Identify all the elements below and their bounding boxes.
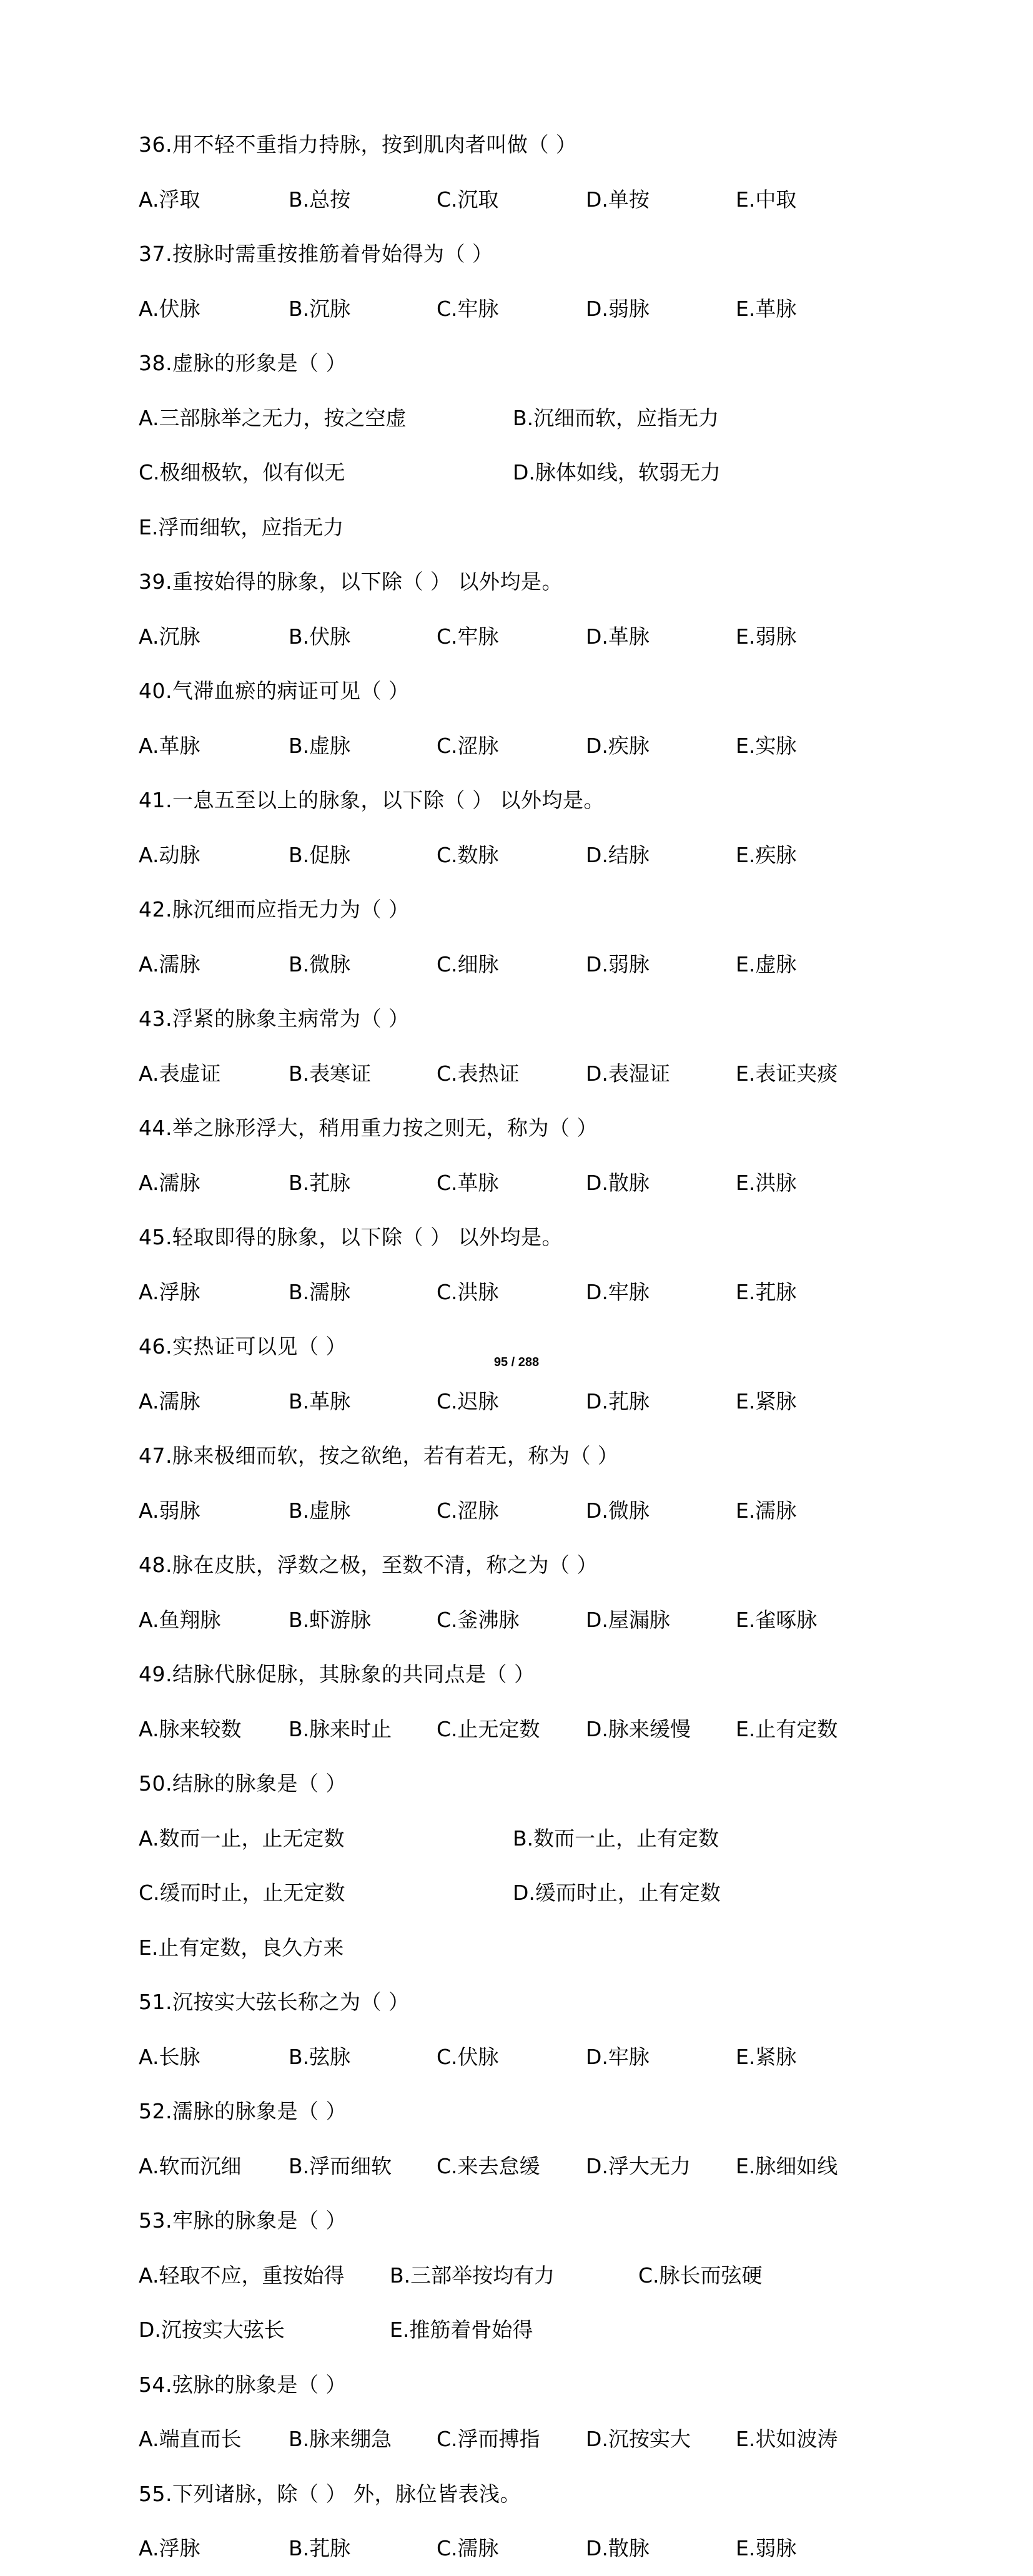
answer-option: A.沉脉 <box>139 624 200 649</box>
option-row <box>139 2412 913 2467</box>
answer-option: D.牢脉 <box>586 1279 650 1304</box>
answer-option: D.沉按实大弦长 <box>139 2318 285 2342</box>
answer-option: E.虚脉 <box>736 951 797 976</box>
answer-option: A.伏脉 <box>139 296 200 321</box>
answer-option: C.脉长而弦硬 <box>638 2263 763 2288</box>
question-text: 50.结脉的脉象是（ ） <box>139 1771 347 1796</box>
question-stem <box>139 773 913 828</box>
option-row <box>139 500 913 555</box>
answer-option: D.缓而时止，止有定数 <box>513 1880 721 1905</box>
option-row <box>139 2521 913 2576</box>
option-row <box>139 1374 913 1429</box>
answer-option: A.端直而长 <box>139 2427 242 2451</box>
question-stem <box>139 1647 913 1702</box>
option-row <box>139 1156 913 1211</box>
question-text: 42.脉沉细而应指无力为（ ） <box>139 897 410 922</box>
question-stem <box>139 2193 913 2248</box>
answer-option: C.止无定数 <box>437 1716 540 1741</box>
question-stem <box>139 664 913 719</box>
answer-option: C.濡脉 <box>437 2536 499 2560</box>
answer-option: D.脉来缓慢 <box>586 1716 691 1741</box>
question-text: 54.弦脉的脉象是（ ） <box>139 2372 347 2397</box>
answer-option: A.革脉 <box>139 733 200 758</box>
option-row <box>139 2303 913 2357</box>
answer-option: B.伏脉 <box>289 624 351 649</box>
question-text: 46.实热证可以见（ ） <box>139 1334 347 1359</box>
answer-option: D.屋漏脉 <box>586 1607 670 1632</box>
answer-option: A.浮取 <box>139 187 200 212</box>
answer-option: A.动脉 <box>139 842 200 867</box>
option-row <box>139 2139 913 2194</box>
answer-option: E.实脉 <box>736 733 797 758</box>
option-row <box>139 1483 913 1538</box>
answer-option: D.弱脉 <box>586 296 650 321</box>
option-row <box>139 2030 913 2085</box>
answer-option: D.疾脉 <box>586 733 650 758</box>
question-text: 48.脉在皮肤，浮数之极，至数不清，称之为（ ） <box>139 1553 598 1577</box>
question-text: 53.牢脉的脉象是（ ） <box>139 2208 347 2233</box>
answer-option: B.浮而细软 <box>289 2153 392 2178</box>
question-text: 43.浮紧的脉象主病常为（ ） <box>139 1006 410 1031</box>
question-stem <box>139 1756 913 1811</box>
answer-option: E.浮而细软，应指无力 <box>139 514 344 539</box>
answer-option: B.微脉 <box>289 951 351 976</box>
answer-option: E.表证夹痰 <box>736 1061 838 1086</box>
answer-option: B.虾游脉 <box>289 1607 372 1632</box>
answer-option: B.芤脉 <box>289 2536 351 2560</box>
question-stem <box>139 117 913 172</box>
option-row <box>139 1702 913 1757</box>
option-row <box>139 609 913 664</box>
option-row <box>139 1265 913 1320</box>
answer-option: B.表寒证 <box>289 1061 372 1086</box>
answer-option: E.紧脉 <box>736 2044 797 2069</box>
question-text: 44.举之脉形浮大，稍用重力按之则无，称为（ ） <box>139 1116 598 1140</box>
question-stem <box>139 2357 913 2412</box>
answer-option: A.浮脉 <box>139 2536 200 2560</box>
answer-option: C.浮而搏指 <box>437 2427 540 2451</box>
question-text: 40.气滞血瘀的病证可见（ ） <box>139 679 410 703</box>
answer-option: C.迟脉 <box>437 1389 499 1413</box>
answer-option: C.数脉 <box>437 842 499 867</box>
option-row <box>139 445 913 500</box>
question-stem <box>139 991 913 1046</box>
question-stem <box>139 227 913 282</box>
answer-option: C.革脉 <box>437 1170 499 1195</box>
answer-option: B.芤脉 <box>289 1170 351 1195</box>
question-list <box>139 117 913 2576</box>
option-row <box>139 172 913 227</box>
answer-option: E.弱脉 <box>736 2536 797 2560</box>
question-stem <box>139 1428 913 1483</box>
question-text: 38.虚脉的形象是（ ） <box>139 351 347 375</box>
option-row <box>139 719 913 774</box>
option-row <box>139 282 913 337</box>
answer-option: A.浮脉 <box>139 1279 200 1304</box>
answer-option: C.伏脉 <box>437 2044 499 2069</box>
answer-option: A.表虚证 <box>139 1061 221 1086</box>
question-text: 37.按脉时需重按推筋着骨始得为（ ） <box>139 242 493 266</box>
answer-option: B.促脉 <box>289 842 351 867</box>
answer-option: A.轻取不应，重按始得 <box>139 2263 345 2288</box>
answer-option: C.来去怠缓 <box>437 2153 540 2178</box>
question-stem <box>139 336 913 391</box>
answer-option: D.浮大无力 <box>586 2153 691 2178</box>
answer-option: D.脉体如线，软弱无力 <box>513 460 721 484</box>
answer-option: B.总按 <box>289 187 351 212</box>
answer-option: C.缓而时止，止无定数 <box>139 1880 345 1905</box>
answer-option: D.表湿证 <box>586 1061 670 1086</box>
answer-option: C.涩脉 <box>437 1498 499 1523</box>
answer-option: E.雀啄脉 <box>736 1607 818 1632</box>
answer-option: E.弱脉 <box>736 624 797 649</box>
question-text: 51.沉按实大弦长称之为（ ） <box>139 1990 410 2014</box>
option-row <box>139 828 913 883</box>
answer-option: B.数而一止，止有定数 <box>513 1826 719 1851</box>
answer-option: B.革脉 <box>289 1389 351 1413</box>
answer-option: B.虚脉 <box>289 1498 351 1523</box>
answer-option: D.单按 <box>586 187 650 212</box>
question-stem <box>139 882 913 937</box>
answer-option: E.疾脉 <box>736 842 797 867</box>
answer-option: C.釜沸脉 <box>437 1607 520 1632</box>
question-text: 45.轻取即得的脉象，以下除（ ） 以外均是。 <box>139 1225 563 1249</box>
question-stem <box>139 1975 913 2030</box>
answer-option: D.弱脉 <box>586 951 650 976</box>
option-row <box>139 1866 913 1920</box>
answer-option: C.牢脉 <box>437 624 499 649</box>
answer-option: E.推筋着骨始得 <box>390 2318 533 2342</box>
answer-option: D.革脉 <box>586 624 650 649</box>
answer-option: E.芤脉 <box>736 1279 797 1304</box>
answer-option: A.濡脉 <box>139 1170 200 1195</box>
question-stem <box>139 1538 913 1593</box>
answer-option: B.濡脉 <box>289 1279 351 1304</box>
answer-option: C.细脉 <box>437 951 499 976</box>
answer-option: E.紧脉 <box>736 1389 797 1413</box>
option-row <box>139 1920 913 1975</box>
answer-option: C.牢脉 <box>437 296 499 321</box>
answer-option: E.状如波涛 <box>736 2427 838 2451</box>
question-text: 55.下列诸脉，除（ ） 外，脉位皆表浅。 <box>139 2481 521 2506</box>
answer-option: A.脉来较数 <box>139 1716 242 1741</box>
answer-option: B.三部举按均有力 <box>390 2263 555 2288</box>
question-text: 36.用不轻不重指力持脉，按到肌肉者叫做（ ） <box>139 132 577 157</box>
answer-option: C.表热证 <box>437 1061 520 1086</box>
option-row <box>139 391 913 446</box>
option-row <box>139 1593 913 1648</box>
answer-option: C.洪脉 <box>437 1279 499 1304</box>
answer-option: E.脉细如线 <box>736 2153 838 2178</box>
answer-option: D.散脉 <box>586 2536 650 2560</box>
answer-option: E.中取 <box>736 187 797 212</box>
answer-option: A.长脉 <box>139 2044 200 2069</box>
question-stem <box>139 554 913 609</box>
answer-option: A.数而一止，止无定数 <box>139 1826 345 1851</box>
answer-option: D.牢脉 <box>586 2044 650 2069</box>
answer-option: D.沉按实大 <box>586 2427 691 2451</box>
answer-option: C.涩脉 <box>437 733 499 758</box>
answer-option: D.结脉 <box>586 842 650 867</box>
answer-option: C.沉取 <box>437 187 499 212</box>
answer-option: D.微脉 <box>586 1498 650 1523</box>
answer-option: A.鱼翔脉 <box>139 1607 221 1632</box>
answer-option: D.芤脉 <box>586 1389 650 1413</box>
question-text: 41.一息五至以上的脉象，以下除（ ） 以外均是。 <box>139 788 605 812</box>
question-stem <box>139 1101 913 1156</box>
answer-option: B.弦脉 <box>289 2044 351 2069</box>
option-row <box>139 937 913 992</box>
answer-option: D.散脉 <box>586 1170 650 1195</box>
question-text: 39.重按始得的脉象，以下除（ ） 以外均是。 <box>139 569 563 594</box>
question-stem <box>139 2084 913 2139</box>
option-row <box>139 2248 913 2303</box>
answer-option: B.沉细而软，应指无力 <box>513 405 719 430</box>
answer-option: E.洪脉 <box>736 1170 797 1195</box>
answer-option: B.沉脉 <box>289 296 351 321</box>
answer-option: A.濡脉 <box>139 951 200 976</box>
option-row <box>139 1811 913 1866</box>
answer-option: B.脉来绷急 <box>289 2427 392 2451</box>
answer-option: A.三部脉举之无力，按之空虚 <box>139 405 407 430</box>
question-stem <box>139 1210 913 1265</box>
answer-option: A.弱脉 <box>139 1498 200 1523</box>
answer-option: A.濡脉 <box>139 1389 200 1413</box>
answer-option: B.脉来时止 <box>289 1716 392 1741</box>
answer-option: B.虚脉 <box>289 733 351 758</box>
question-text: 49.结脉代脉促脉，其脉象的共同点是（ ） <box>139 1662 535 1686</box>
answer-option: C.极细极软，似有似无 <box>139 460 345 484</box>
question-text: 47.脉来极细而软，按之欲绝，若有若无，称为（ ） <box>139 1443 619 1468</box>
answer-option: E.革脉 <box>736 296 797 321</box>
page-number: 95 / 288 <box>493 1355 540 1369</box>
answer-option: E.濡脉 <box>736 1498 797 1523</box>
answer-option: A.软而沉细 <box>139 2153 242 2178</box>
answer-option: E.止有定数 <box>736 1716 838 1741</box>
option-row <box>139 1046 913 1101</box>
question-stem <box>139 2467 913 2522</box>
answer-option: E.止有定数，良久方来 <box>139 1935 344 1960</box>
question-text: 52.濡脉的脉象是（ ） <box>139 2099 347 2123</box>
